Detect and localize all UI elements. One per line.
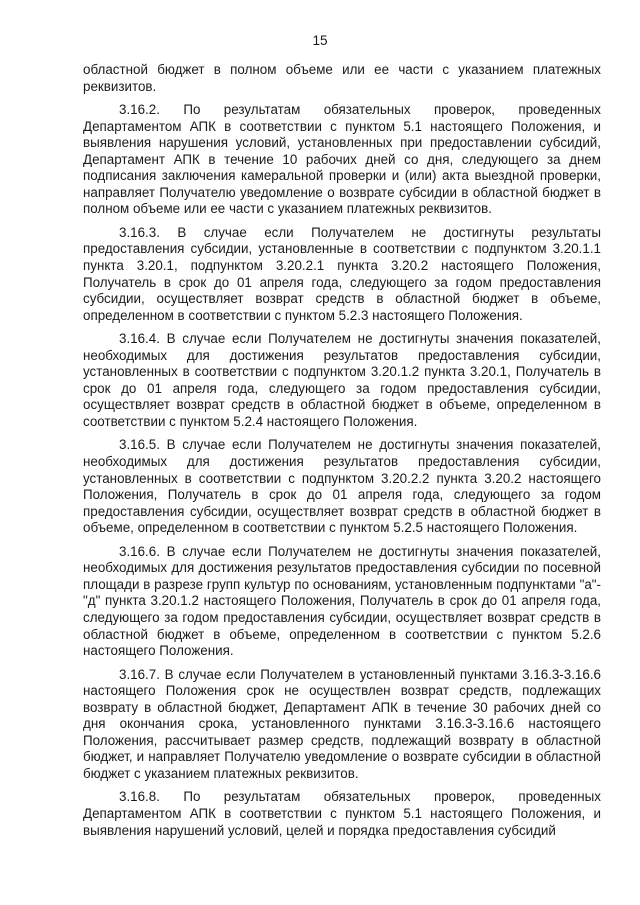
paragraph-3-16-3: 3.16.3. В случае если Получателем не достигнуты результаты предоставления субсидии, установленные в соответствии с подпунктом 3.20.1.1 пункта 3.20.1, подпунктом 3.20.2.1 пункта 3.20.2 настоящего Положения, Получатель в срок до 01 апреля года, следующего за годом предоставления субсидии, осуществляет возврат средств в областной бюджет в объеме, определенном в соответствии с пунктом 5.2.3 настоящего Положения. [83,224,601,323]
paragraph-continuation: областной бюджет в полном объеме или ее части с указанием платежных реквизитов. [83,62,601,94]
paragraph-3-16-2: 3.16.2. По результатам обязательных проверок, проведенных Департаментом АПК в соответствии с пунктом 5.1 настоящего Положения, и выявления нарушения условий, установленных при предоставлении субсидий, Департамент АПК в течение 10 рабочих дней со дня, следующего за днем подписания заключения камеральной проверки и (или) акта выездной проверки, направляет Получателю уведомление о возврате субсидии в областной бюджет в полном объеме или ее части с указанием платежных реквизитов. [83,102,601,217]
paragraph-3-16-8: 3.16.8. По результатам обязательных проверок, проведенных Департаментом АПК в соответствии с пунктом 5.1 настоящего Положения, и выявления нарушений условий, целей и порядка предоставления субсидий [83,789,601,838]
page-number: 15 [312,33,328,48]
paragraph-3-16-7: 3.16.7. В случае если Получателем в установленный пунктами 3.16.3-3.16.6 настоящего Положения срок не осуществлен возврат средств, подлежащих возврату в областной бюджет, Департамент АПК в течение 30 рабочих дней со дня окончания срока, установленного пунктами 3.16.3-3.16.6 настоящего Положения, рассчитывает размер средств, подлежащий возврату в областной бюджет, и направляет Получателю уведомление о возврате субсидии в областной бюджет с указанием платежных реквизитов. [83,666,601,781]
paragraph-3-16-5: 3.16.5. В случае если Получателем не достигнуты значения показателей, необходимых для достижения результатов предоставления субсидии, установленных в соответствии с подпунктом 3.20.2.2 пункта 3.20.2 настоящего Положения, Получатель в срок до 01 апреля года, следующего за годом предоставления субсидии, осуществляет возврат средств в областной бюджет в объеме, определенном в соответствии с пунктом 5.2.5 настоящего Положения. [83,437,601,536]
paragraph-3-16-6: 3.16.6. В случае если Получателем не достигнуты значения показателей, необходимых для достижения результатов предоставления субсидии по посевной площади в разрезе групп культур по основаниям, установленным подпунктами "а"-"д" пункта 3.20.1.2 настоящего Положения, Получатель в срок до 01 апреля года, следующего за годом предоставления субсидии, осуществляет возврат средств в областной бюджет в объеме, определенном в соответствии с пунктом 5.2.6 настоящего Положения. [83,543,601,659]
paragraph-3-16-4: 3.16.4. В случае если Получателем не достигнуты значения показателей, необходимых для достижения результатов предоставления субсидии, установленных в соответствии с подпунктом 3.20.1.2 пункта 3.20.1, Получатель в срок до 01 апреля года, следующего за годом предоставления субсидии, осуществляет возврат средств в областной бюджет в объеме, определенном в соответствии с пунктом 5.2.4 настоящего Положения. [83,331,601,429]
document-body [83,62,601,839]
